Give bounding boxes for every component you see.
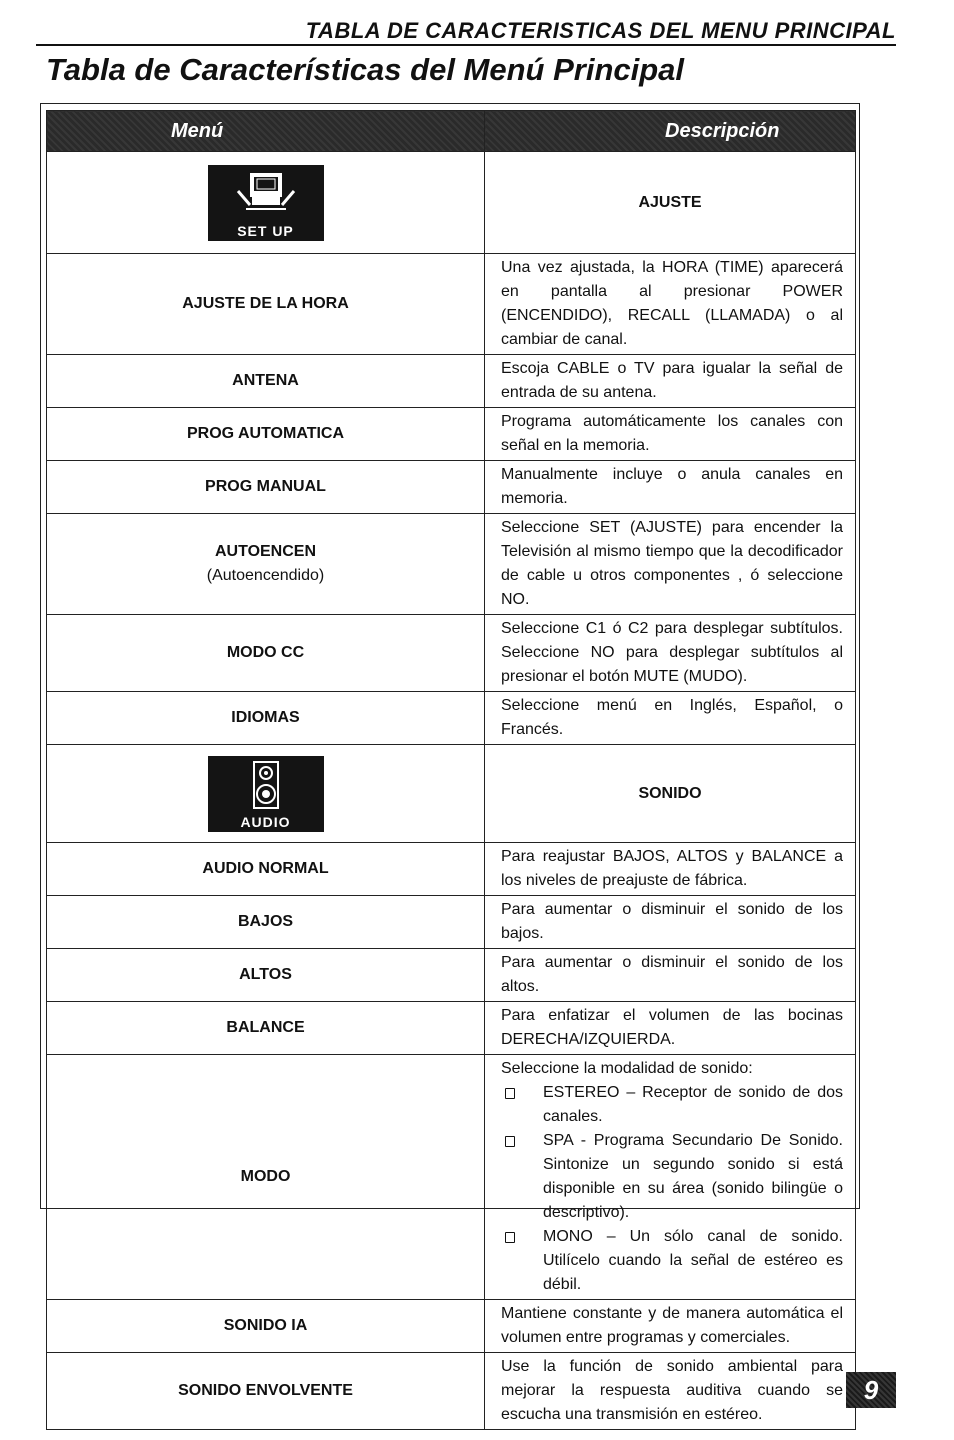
- checkbox-bullet-icon: [505, 1136, 515, 1147]
- menu-item-name: ALTOS: [47, 949, 485, 1002]
- list-item: [501, 1129, 843, 1225]
- table-header-row: [47, 111, 856, 152]
- setup-section-row: [47, 152, 856, 254]
- table-row: [47, 615, 856, 692]
- page-title: Tabla de Características del Menú Principal: [46, 52, 685, 87]
- table-row: [47, 1300, 856, 1353]
- menu-item-name: BAJOS: [47, 896, 485, 949]
- header-rule: [36, 44, 896, 46]
- menu-item-description: Seleccione C1 ó C2 para desplegar subtítulos. Seleccione NO para desplegar subtítulos al presionar el botón MUTE (MUDO).: [485, 615, 856, 692]
- checkbox-bullet-icon: [505, 1088, 515, 1099]
- menu-item-description: Para aumentar o disminuir el sonido de los altos.: [485, 949, 856, 1002]
- tv-setup-icon: [236, 169, 296, 219]
- modo-option-text: MONO – Un sólo canal de sonido. Utilícelo cuando la señal de estéreo es débil.: [543, 1228, 843, 1293]
- table-row: [47, 1353, 856, 1430]
- audio-section-title: SONIDO: [485, 745, 856, 843]
- audio-icon-cell: [47, 745, 485, 843]
- column-header-menu: Menú: [47, 111, 485, 152]
- menu-feature-table: [46, 110, 856, 1430]
- menu-item-description: Una vez ajustada, la HORA (TIME) aparecerá en pantalla al presionar POWER (ENCENDIDO), RECALL (LLAMADA) o al cambiar de canal.: [485, 254, 856, 355]
- list-item: [501, 1081, 843, 1129]
- table-row: [47, 408, 856, 461]
- table-row: [47, 692, 856, 745]
- modo-description-cell: [485, 1055, 856, 1300]
- table-row: [47, 1002, 856, 1055]
- audio-icon-box: [208, 756, 324, 832]
- menu-item-name: PROG AUTOMATICA: [47, 408, 485, 461]
- audio-section-row: [47, 745, 856, 843]
- table-row: [47, 843, 856, 896]
- menu-item-name: AUTOENCEN: [214, 543, 317, 560]
- menu-item-name: PROG MANUAL: [47, 461, 485, 514]
- menu-item-description: Mantiene constante y de manera automática el volumen entre programas y comerciales.: [485, 1300, 856, 1353]
- checkbox-bullet-icon: [505, 1232, 515, 1243]
- menu-item-name: ANTENA: [47, 355, 485, 408]
- menu-item-description: Para aumentar o disminuir el sonido de los bajos.: [485, 896, 856, 949]
- menu-item-name: AJUSTE DE LA HORA: [47, 254, 485, 355]
- table-row: [47, 514, 856, 615]
- menu-item-description: Para reajustar BAJOS, ALTOS y BALANCE a los niveles de preajuste de fábrica.: [485, 843, 856, 896]
- menu-item-name: IDIOMAS: [47, 692, 485, 745]
- menu-item-description: Use la función de sonido ambiental para mejorar la respuesta auditiva cuando se escucha una transmisión en estéreo.: [485, 1353, 856, 1430]
- menu-item-subname: (Autoencendido): [206, 567, 325, 584]
- modo-intro: Seleccione la modalidad de sonido:: [501, 1060, 753, 1077]
- table-row: [47, 949, 856, 1002]
- column-header-description: Descripción: [485, 111, 856, 152]
- running-header: TABLA DE CARACTERISTICAS DEL MENU PRINCIPAL: [305, 18, 896, 43]
- menu-item-description: Manualmente incluye o anula canales en memoria.: [485, 461, 856, 514]
- modo-option-text: SPA - Programa Secundario De Sonido. Sintonize un segundo sonido si está disponible en su área (sonido bilingüe o descriptivo).: [543, 1132, 843, 1221]
- table-row: [47, 461, 856, 514]
- menu-item-name: BALANCE: [47, 1002, 485, 1055]
- menu-item-description: Programa automáticamente los canales con señal en la memoria.: [485, 408, 856, 461]
- audio-icon-caption: AUDIO: [240, 813, 291, 830]
- table-row: [47, 355, 856, 408]
- table-row: [47, 896, 856, 949]
- menu-item-description: Seleccione menú en Inglés, Español, o Francés.: [485, 692, 856, 745]
- page-number: 9: [846, 1372, 896, 1408]
- list-item: [501, 1225, 843, 1297]
- menu-item-name: SONIDO ENVOLVENTE: [47, 1353, 485, 1430]
- menu-item-description: Escoja CABLE o TV para igualar la señal de entrada de su antena.: [485, 355, 856, 408]
- menu-item-name-cell: [47, 514, 485, 615]
- setup-icon-caption: SET UP: [237, 222, 294, 239]
- table-row: [47, 254, 856, 355]
- menu-item-name: MODO: [47, 1055, 485, 1300]
- menu-item-name: MODO CC: [47, 615, 485, 692]
- menu-item-name: AUDIO NORMAL: [47, 843, 485, 896]
- setup-icon-cell: [47, 152, 485, 254]
- speaker-icon: [236, 760, 296, 810]
- modo-option-text: ESTEREO – Receptor de sonido de dos canales.: [543, 1084, 843, 1125]
- menu-item-description: Para enfatizar el volumen de las bocinas DERECHA/IZQUIERDA.: [485, 1002, 856, 1055]
- modo-options-list: [501, 1081, 843, 1297]
- menu-item-description: Seleccione SET (AJUSTE) para encender la Televisión al mismo tiempo que la decodificador de cable u otros componentes , ó seleccione NO.: [485, 514, 856, 615]
- setup-icon-box: [208, 165, 324, 241]
- setup-section-title: AJUSTE: [485, 152, 856, 254]
- table-row: [47, 1055, 856, 1300]
- menu-item-name: SONIDO IA: [47, 1300, 485, 1353]
